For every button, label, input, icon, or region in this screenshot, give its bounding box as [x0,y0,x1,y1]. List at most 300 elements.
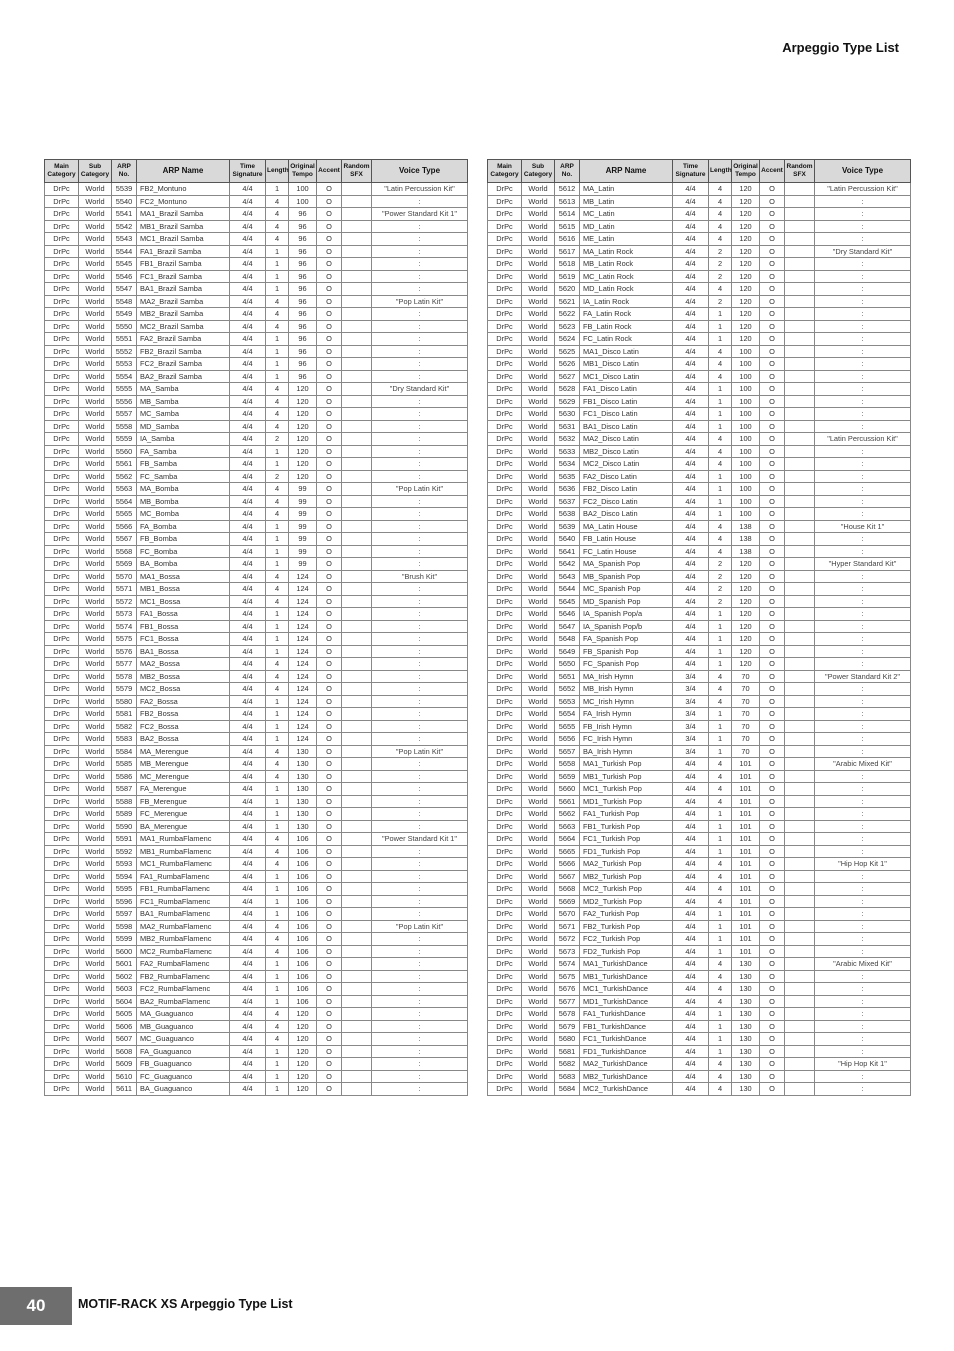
cell-original-tempo: 106 [289,945,317,958]
cell-length: 4 [709,195,732,208]
cell-voice-type: : [815,533,911,546]
table-row [45,720,468,733]
cell-accent: O [317,1058,342,1071]
table-row [45,558,468,571]
cell-random-sfx [342,945,372,958]
cell-main-category: DrPc [488,770,522,783]
cell-voice-type: "Arabic Mixed Kit" [815,958,911,971]
cell-arp-no: 5629 [555,395,580,408]
cell-arp-name: FC1_Bossa [137,633,230,646]
cell-arp-no: 5561 [112,458,137,471]
col-arp-no: ARP No. [555,160,580,183]
cell-length: 4 [709,345,732,358]
cell-arp-no: 5606 [112,1020,137,1033]
cell-sub-category: World [522,695,555,708]
cell-length: 4 [266,758,289,771]
cell-arp-name: FC1_RumbaFlamenc [137,895,230,908]
cell-arp-name: MB1_RumbaFlamenc [137,845,230,858]
cell-voice-type: : [372,233,468,246]
cell-original-tempo: 120 [732,258,760,271]
cell-original-tempo: 120 [732,333,760,346]
cell-original-tempo: 96 [289,233,317,246]
cell-length: 4 [266,508,289,521]
cell-original-tempo: 100 [732,495,760,508]
cell-arp-name: MA1_Bossa [137,570,230,583]
cell-length: 1 [266,1045,289,1058]
cell-original-tempo: 101 [732,783,760,796]
cell-arp-name: FC1_Brazil Samba [137,270,230,283]
cell-original-tempo: 101 [732,758,760,771]
cell-time-signature: 4/4 [230,608,266,621]
cell-arp-name: FA2_Turkish Pop [580,908,673,921]
cell-arp-no: 5682 [555,1058,580,1071]
cell-sub-category: World [522,608,555,621]
cell-arp-no: 5652 [555,683,580,696]
cell-arp-no: 5549 [112,308,137,321]
cell-sub-category: World [79,408,112,421]
table-row [45,833,468,846]
cell-arp-no: 5643 [555,570,580,583]
cell-arp-name: FA2_RumbaFlamenc [137,958,230,971]
cell-length: 4 [709,670,732,683]
cell-accent: O [760,883,785,896]
table-row [488,720,911,733]
cell-original-tempo: 124 [289,570,317,583]
cell-original-tempo: 101 [732,808,760,821]
cell-random-sfx [342,320,372,333]
cell-voice-type: "Latin Percussion Kit" [372,183,468,196]
cell-original-tempo: 120 [732,183,760,196]
cell-original-tempo: 70 [732,683,760,696]
cell-main-category: DrPc [45,420,79,433]
cell-length: 1 [709,708,732,721]
table-row [45,820,468,833]
cell-sub-category: World [522,220,555,233]
table-row [45,870,468,883]
cell-original-tempo: 100 [732,408,760,421]
cell-original-tempo: 120 [289,420,317,433]
cell-main-category: DrPc [488,645,522,658]
cell-arp-name: MC_Latin Rock [580,270,673,283]
cell-length: 1 [266,283,289,296]
table-row [488,245,911,258]
cell-original-tempo: 124 [289,645,317,658]
cell-main-category: DrPc [45,408,79,421]
cell-accent: O [760,983,785,996]
cell-main-category: DrPc [45,770,79,783]
cell-random-sfx [785,620,815,633]
cell-random-sfx [342,758,372,771]
cell-arp-name: FD2_Turkish Pop [580,945,673,958]
cell-accent: O [760,533,785,546]
cell-sub-category: World [79,670,112,683]
cell-random-sfx [785,583,815,596]
cell-original-tempo: 96 [289,283,317,296]
cell-arp-no: 5651 [555,670,580,683]
table-row [45,758,468,771]
cell-arp-name: BA_Irish Hymn [580,745,673,758]
table-row [488,570,911,583]
cell-sub-category: World [522,1008,555,1021]
cell-voice-type: "Dry Standard Kit" [372,383,468,396]
table-row [488,970,911,983]
cell-length: 1 [266,708,289,721]
cell-length: 4 [266,1020,289,1033]
cell-main-category: DrPc [488,333,522,346]
cell-voice-type: : [372,995,468,1008]
cell-time-signature: 4/4 [673,570,709,583]
cell-accent: O [317,958,342,971]
cell-random-sfx [785,233,815,246]
cell-voice-type: : [815,770,911,783]
cell-length: 1 [266,783,289,796]
cell-random-sfx [785,445,815,458]
cell-original-tempo: 120 [289,470,317,483]
cell-arp-no: 5567 [112,533,137,546]
cell-time-signature: 4/4 [230,420,266,433]
cell-length: 1 [266,870,289,883]
cell-random-sfx [342,258,372,271]
cell-time-signature: 4/4 [673,420,709,433]
cell-arp-name: BA1_Brazil Samba [137,283,230,296]
cell-voice-type: : [372,195,468,208]
cell-time-signature: 4/4 [673,783,709,796]
cell-main-category: DrPc [45,870,79,883]
cell-original-tempo: 96 [289,270,317,283]
cell-arp-no: 5628 [555,383,580,396]
table-row [488,758,911,771]
cell-arp-no: 5605 [112,1008,137,1021]
cell-sub-category: World [522,1058,555,1071]
cell-arp-no: 5673 [555,945,580,958]
cell-arp-no: 5676 [555,983,580,996]
cell-original-tempo: 120 [732,570,760,583]
cell-time-signature: 4/4 [673,795,709,808]
cell-sub-category: World [79,283,112,296]
cell-sub-category: World [522,183,555,196]
cell-main-category: DrPc [488,470,522,483]
cell-accent: O [317,645,342,658]
cell-arp-no: 5547 [112,283,137,296]
cell-accent: O [317,233,342,246]
cell-random-sfx [785,695,815,708]
cell-random-sfx [342,370,372,383]
cell-length: 1 [709,908,732,921]
cell-arp-no: 5649 [555,645,580,658]
cell-accent: O [760,820,785,833]
cell-original-tempo: 96 [289,208,317,221]
cell-random-sfx [342,333,372,346]
cell-time-signature: 4/4 [673,958,709,971]
cell-original-tempo: 100 [289,183,317,196]
cell-voice-type: : [815,358,911,371]
cell-voice-type: "Brush Kit" [372,570,468,583]
cell-time-signature: 4/4 [230,633,266,646]
cell-arp-name: MB1_Disco Latin [580,358,673,371]
cell-accent: O [317,670,342,683]
cell-time-signature: 4/4 [230,295,266,308]
cell-random-sfx [785,595,815,608]
cell-sub-category: World [522,683,555,696]
cell-sub-category: World [522,245,555,258]
cell-original-tempo: 99 [289,533,317,546]
cell-original-tempo: 101 [732,845,760,858]
cell-arp-name: FB1_RumbaFlamenc [137,883,230,896]
cell-voice-type: : [815,808,911,821]
cell-arp-name: MA_Bomba [137,483,230,496]
table-row [488,658,911,671]
cell-arp-no: 5556 [112,395,137,408]
cell-sub-category: World [79,1083,112,1096]
cell-time-signature: 4/4 [230,645,266,658]
cell-arp-no: 5544 [112,245,137,258]
cell-accent: O [317,733,342,746]
cell-sub-category: World [522,670,555,683]
cell-accent: O [317,1083,342,1096]
cell-voice-type: : [372,1083,468,1096]
cell-sub-category: World [79,295,112,308]
cell-random-sfx [785,458,815,471]
cell-voice-type: : [372,1008,468,1021]
table-row [45,670,468,683]
cell-accent: O [317,583,342,596]
cell-voice-type: : [815,545,911,558]
table-row [488,833,911,846]
cell-time-signature: 4/4 [230,883,266,896]
cell-original-tempo: 70 [732,695,760,708]
cell-arp-name: MD_Latin Rock [580,283,673,296]
cell-accent: O [760,183,785,196]
cell-time-signature: 4/4 [673,945,709,958]
cell-arp-name: MA2_Bossa [137,658,230,671]
cell-accent: O [317,758,342,771]
cell-random-sfx [342,1058,372,1071]
cell-arp-no: 5646 [555,608,580,621]
cell-arp-no: 5662 [555,808,580,821]
cell-main-category: DrPc [488,383,522,396]
cell-original-tempo: 100 [732,470,760,483]
cell-sub-category: World [79,1020,112,1033]
cell-voice-type: : [372,520,468,533]
cell-original-tempo: 130 [732,983,760,996]
cell-arp-no: 5539 [112,183,137,196]
cell-random-sfx [342,745,372,758]
cell-main-category: DrPc [488,758,522,771]
cell-accent: O [317,1008,342,1021]
table-row [45,745,468,758]
cell-voice-type: : [815,258,911,271]
cell-time-signature: 4/4 [673,870,709,883]
cell-arp-name: MA_Merengue [137,745,230,758]
table-row [45,733,468,746]
cell-accent: O [317,345,342,358]
cell-main-category: DrPc [488,683,522,696]
cell-accent: O [760,858,785,871]
cell-sub-category: World [522,858,555,871]
cell-length: 4 [709,520,732,533]
cell-arp-name: FB1_TurkishDance [580,1020,673,1033]
col-sub-category: Sub Category [79,160,112,183]
cell-length: 1 [266,620,289,633]
col-main-category: Main Category [45,160,79,183]
cell-main-category: DrPc [45,483,79,496]
cell-time-signature: 4/4 [230,508,266,521]
cell-random-sfx [785,808,815,821]
cell-random-sfx [785,208,815,221]
cell-length: 4 [266,295,289,308]
cell-original-tempo: 96 [289,345,317,358]
cell-arp-no: 5648 [555,633,580,646]
cell-sub-category: World [522,1070,555,1083]
cell-original-tempo: 100 [732,345,760,358]
cell-random-sfx [785,520,815,533]
table-row [45,220,468,233]
cell-voice-type: : [372,308,468,321]
cell-accent: O [317,983,342,996]
page-number: 40 [0,1287,72,1325]
cell-arp-name: FC_Latin Rock [580,333,673,346]
cell-original-tempo: 101 [732,820,760,833]
cell-random-sfx [342,970,372,983]
cell-sub-category: World [79,1008,112,1021]
cell-accent: O [317,495,342,508]
cell-arp-no: 5568 [112,545,137,558]
cell-main-category: DrPc [45,633,79,646]
cell-time-signature: 4/4 [230,808,266,821]
cell-time-signature: 4/4 [673,1045,709,1058]
cell-random-sfx [785,195,815,208]
cell-main-category: DrPc [45,620,79,633]
cell-arp-no: 5618 [555,258,580,271]
cell-original-tempo: 120 [732,295,760,308]
cell-arp-name: IA_Spanish Pop/a [580,608,673,621]
table-row [45,320,468,333]
cell-main-category: DrPc [488,720,522,733]
cell-original-tempo: 138 [732,520,760,533]
cell-arp-no: 5550 [112,320,137,333]
cell-sub-category: World [522,895,555,908]
cell-arp-name: FB2_RumbaFlamenc [137,970,230,983]
cell-accent: O [317,220,342,233]
cell-arp-name: MA2_Brazil Samba [137,295,230,308]
cell-arp-name: FA_Guaguanco [137,1045,230,1058]
cell-main-category: DrPc [45,333,79,346]
cell-length: 1 [266,808,289,821]
cell-main-category: DrPc [45,1033,79,1046]
cell-original-tempo: 96 [289,308,317,321]
cell-main-category: DrPc [45,395,79,408]
cell-arp-no: 5665 [555,845,580,858]
cell-length: 2 [709,245,732,258]
cell-arp-name: MC_Guaguanco [137,1033,230,1046]
cell-arp-name: BA2_Disco Latin [580,508,673,521]
cell-accent: O [760,808,785,821]
cell-accent: O [760,220,785,233]
cell-voice-type: : [372,445,468,458]
table-row [488,958,911,971]
cell-main-category: DrPc [488,595,522,608]
cell-length: 1 [266,795,289,808]
cell-accent: O [760,745,785,758]
cell-voice-type: : [372,245,468,258]
cell-arp-name: MA2_RumbaFlamenc [137,920,230,933]
cell-sub-category: World [79,808,112,821]
cell-length: 1 [709,658,732,671]
cell-main-category: DrPc [45,183,79,196]
cell-length: 1 [709,508,732,521]
cell-main-category: DrPc [488,1045,522,1058]
cell-length: 4 [266,920,289,933]
cell-main-category: DrPc [488,833,522,846]
cell-sub-category: World [79,683,112,696]
cell-random-sfx [342,583,372,596]
cell-accent: O [760,908,785,921]
cell-length: 2 [709,583,732,596]
cell-original-tempo: 130 [732,1058,760,1071]
table-row [488,858,911,871]
cell-random-sfx [785,970,815,983]
cell-random-sfx [785,570,815,583]
col-accent: Accent [317,160,342,183]
cell-random-sfx [342,620,372,633]
cell-accent: O [760,458,785,471]
cell-voice-type: "Power Standard Kit 1" [372,833,468,846]
cell-time-signature: 4/4 [673,195,709,208]
cell-voice-type: : [815,833,911,846]
cell-random-sfx [785,908,815,921]
cell-time-signature: 4/4 [673,508,709,521]
cell-sub-category: World [522,733,555,746]
cell-original-tempo: 106 [289,845,317,858]
table-row [45,345,468,358]
cell-accent: O [760,445,785,458]
cell-random-sfx [342,420,372,433]
cell-time-signature: 4/4 [673,983,709,996]
cell-arp-name: BA2_Brazil Samba [137,370,230,383]
cell-time-signature: 4/4 [673,920,709,933]
cell-length: 2 [709,270,732,283]
cell-original-tempo: 124 [289,708,317,721]
cell-arp-no: 5619 [555,270,580,283]
cell-arp-no: 5622 [555,308,580,321]
cell-main-category: DrPc [45,445,79,458]
cell-main-category: DrPc [45,358,79,371]
cell-voice-type: "Dry Standard Kit" [815,245,911,258]
cell-accent: O [760,433,785,446]
cell-voice-type: : [815,195,911,208]
cell-arp-name: MD1_Turkish Pop [580,795,673,808]
cell-sub-category: World [522,808,555,821]
cell-accent: O [760,483,785,496]
cell-length: 4 [266,595,289,608]
table-row [45,470,468,483]
cell-main-category: DrPc [45,833,79,846]
cell-main-category: DrPc [488,620,522,633]
cell-arp-name: FC1_Disco Latin [580,408,673,421]
cell-accent: O [760,408,785,421]
cell-length: 4 [266,195,289,208]
cell-sub-category: World [79,758,112,771]
cell-length: 4 [709,770,732,783]
cell-original-tempo: 100 [732,508,760,521]
cell-original-tempo: 100 [289,195,317,208]
cell-main-category: DrPc [45,745,79,758]
cell-length: 4 [266,208,289,221]
col-original-tempo: Original Tempo [732,160,760,183]
cell-main-category: DrPc [488,583,522,596]
cell-sub-category: World [522,545,555,558]
cell-arp-no: 5603 [112,983,137,996]
